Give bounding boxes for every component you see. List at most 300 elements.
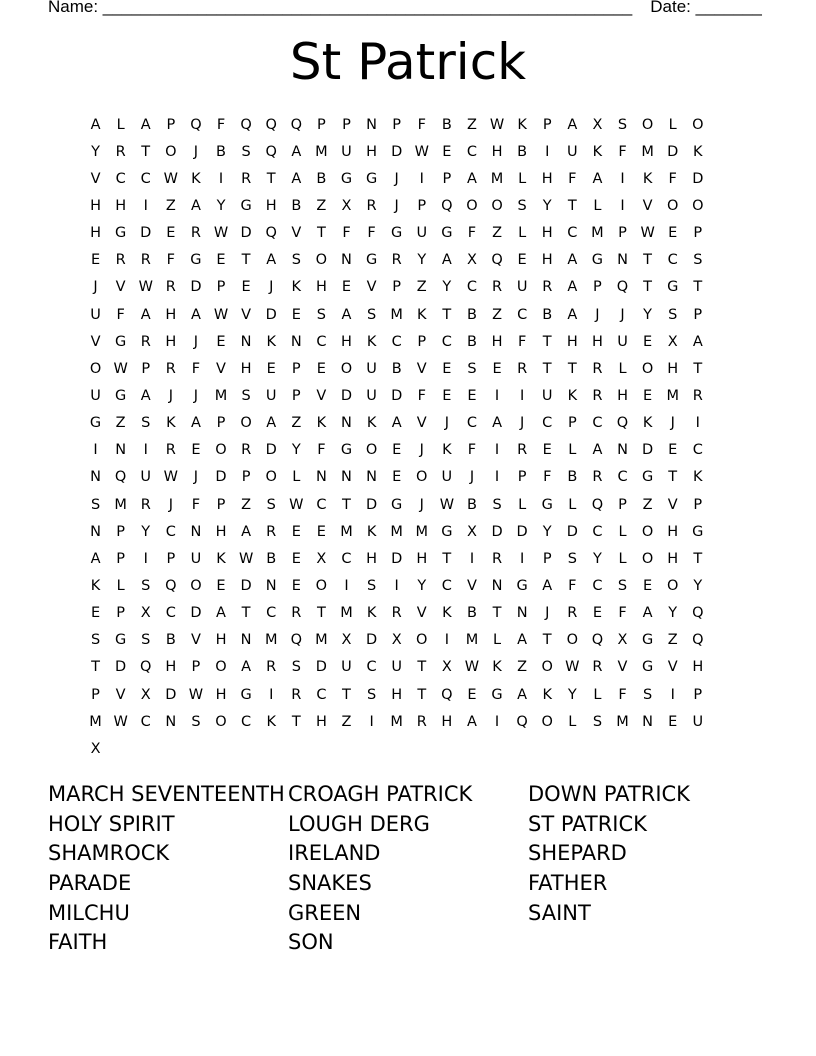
grid-letter: P — [392, 116, 402, 133]
grid-letter: T — [442, 306, 452, 323]
grid-letter: M — [340, 605, 353, 622]
grid-letter: H — [90, 197, 101, 214]
grid-letter: R — [592, 387, 603, 404]
word-bank-item: SAINT — [528, 900, 591, 925]
grid-letter: V — [216, 360, 226, 377]
grid-letter: E — [643, 387, 653, 404]
grid-letter: R — [692, 387, 703, 404]
grid-letter: H — [165, 659, 177, 676]
grid-letter: R — [140, 333, 151, 350]
grid-letter: E — [542, 442, 552, 459]
grid-letter: V — [90, 170, 101, 187]
grid-letter: C — [466, 415, 478, 432]
grid-letter: P — [291, 387, 301, 404]
grid-letter: A — [341, 306, 352, 323]
grid-letter: K — [216, 550, 226, 567]
word-bank-item: FATHER — [528, 871, 608, 896]
grid-letter: B — [542, 306, 553, 323]
grid-letter: C — [592, 415, 603, 432]
grid-letter: H — [667, 360, 679, 377]
grid-letter: Z — [316, 197, 327, 214]
grid-letter: V — [316, 387, 327, 404]
grid-letter: V — [667, 659, 678, 676]
grid-letter: P — [166, 116, 176, 133]
grid-letter: D — [642, 442, 654, 459]
grid-letter: C — [441, 333, 452, 350]
grid-letter: P — [693, 225, 703, 242]
grid-letter: F — [568, 170, 577, 187]
grid-letter: T — [266, 170, 276, 187]
grid-letter: V — [90, 333, 101, 350]
grid-letter: S — [291, 659, 301, 676]
grid-letter: E — [467, 686, 477, 703]
grid-letter: U — [567, 143, 578, 160]
grid-letter: W — [414, 143, 429, 160]
grid-letter: R — [291, 605, 302, 622]
grid-letter: G — [365, 252, 378, 269]
grid-letter: D — [391, 550, 403, 567]
grid-letter: F — [543, 469, 552, 486]
grid-letter: O — [666, 197, 679, 214]
grid-letter: I — [444, 632, 449, 649]
grid-letter: V — [115, 686, 126, 703]
grid-letter: C — [316, 686, 327, 703]
grid-letter: W — [464, 659, 480, 676]
grid-letter: J — [444, 415, 449, 432]
grid-letter: K — [567, 387, 578, 404]
grid-letter: R — [266, 659, 277, 676]
grid-letter: F — [191, 496, 201, 513]
grid-letter: C — [140, 170, 151, 187]
grid-letter: O — [365, 442, 378, 459]
grid-letter: H — [541, 225, 553, 242]
grid-letter: C — [165, 523, 176, 540]
grid-letter: N — [617, 442, 628, 459]
grid-letter: K — [592, 143, 603, 160]
grid-letter: K — [366, 523, 377, 540]
word-bank — [48, 780, 768, 958]
grid-letter: J — [93, 279, 98, 296]
grid-letter: K — [266, 333, 276, 350]
grid-letter: O — [491, 197, 503, 214]
grid-letter: P — [141, 360, 151, 377]
grid-letter: A — [266, 415, 277, 432]
grid-letter: Y — [91, 143, 100, 160]
grid-letter: J — [394, 197, 399, 214]
grid-letter: C — [617, 469, 628, 486]
grid-letter: U — [341, 143, 352, 160]
grid-letter: G — [541, 496, 553, 513]
grid-letter: S — [90, 496, 101, 513]
grid-letter: J — [419, 496, 424, 513]
grid-letter: E — [668, 442, 678, 459]
grid-letter: S — [141, 415, 151, 432]
grid-letter: I — [344, 577, 349, 594]
grid-letter: X — [466, 252, 477, 269]
grid-letter: J — [419, 442, 424, 459]
grid-letter: E — [191, 442, 201, 459]
grid-letter: O — [190, 577, 202, 594]
word-bank-item: FAITH — [48, 930, 108, 955]
grid-letter: B — [165, 632, 176, 649]
grid-letter: P — [317, 116, 326, 133]
grid-letter: C — [266, 605, 277, 622]
grid-letter: Y — [417, 577, 427, 594]
grid-letter: Q — [265, 225, 277, 242]
grid-letter: L — [618, 523, 627, 540]
grid-letter: R — [190, 225, 201, 242]
grid-letter: W — [113, 713, 128, 730]
grid-letter: T — [241, 252, 251, 269]
grid-letter: W — [188, 686, 204, 703]
grid-letter: K — [191, 170, 201, 187]
grid-letter: U — [90, 306, 101, 323]
grid-letter: I — [143, 442, 148, 459]
grid-letter: T — [141, 143, 151, 160]
grid-letter: C — [466, 279, 478, 296]
grid-letter: R — [115, 252, 126, 269]
grid-letter: H — [617, 387, 628, 404]
grid-letter: T — [342, 686, 351, 703]
grid-letter: T — [241, 605, 251, 622]
grid-letter: H — [591, 333, 603, 350]
grid-letter: P — [442, 170, 452, 187]
grid-letter: E — [517, 252, 527, 269]
word-bank-item: LOUGH DERG — [288, 811, 430, 836]
grid-letter: U — [391, 659, 402, 676]
grid-letter: G — [115, 387, 127, 404]
grid-letter: H — [692, 659, 704, 676]
grid-letter: K — [542, 686, 552, 703]
grid-letter: Z — [667, 632, 678, 649]
grid-letter: S — [643, 686, 653, 703]
grid-letter: D — [516, 523, 528, 540]
grid-letter: T — [643, 252, 653, 269]
grid-letter: F — [467, 225, 477, 242]
grid-letter: R — [592, 469, 603, 486]
grid-letter: U — [617, 333, 628, 350]
grid-letter: Y — [141, 523, 151, 540]
grid-letter: Z — [492, 306, 503, 323]
grid-letter: I — [494, 713, 500, 730]
grid-letter: I — [369, 713, 374, 730]
grid-letter: H — [491, 143, 503, 160]
grid-letter: A — [266, 252, 277, 269]
grid-letter: G — [340, 442, 353, 459]
grid-letter: D — [240, 225, 252, 242]
grid-letter: I — [494, 469, 500, 486]
grid-letter: G — [240, 686, 252, 703]
grid-letter: E — [291, 306, 301, 323]
grid-letter: J — [670, 415, 675, 432]
grid-letter: O — [215, 659, 227, 676]
grid-letter: A — [466, 170, 477, 187]
grid-letter: R — [165, 360, 176, 377]
grid-letter: N — [115, 442, 127, 459]
grid-letter: W — [489, 116, 505, 133]
grid-letter: W — [163, 469, 178, 486]
grid-letter: L — [618, 550, 627, 567]
grid-letter: Y — [216, 197, 226, 214]
grid-letter: P — [291, 360, 301, 377]
letter-grid — [83, 111, 710, 762]
word-bank-item: GREEN — [288, 900, 362, 925]
grid-letter: W — [213, 306, 229, 323]
grid-letter: A — [492, 415, 502, 432]
grid-letter: D — [140, 225, 152, 242]
grid-letter: E — [291, 550, 301, 567]
grid-letter: D — [265, 306, 277, 323]
grid-letter: T — [542, 360, 552, 377]
grid-letter: M — [666, 387, 679, 404]
grid-letter: E — [592, 605, 602, 622]
grid-letter: G — [340, 170, 353, 187]
grid-letter: I — [419, 170, 424, 187]
grid-letter: Z — [642, 496, 653, 513]
grid-letter: P — [91, 686, 100, 703]
grid-letter: T — [417, 659, 427, 676]
grid-letter: Q — [290, 116, 302, 133]
grid-letter: V — [416, 605, 427, 622]
grid-letter: D — [215, 469, 227, 486]
grid-letter: S — [366, 686, 377, 703]
grid-letter: F — [116, 306, 125, 323]
grid-letter: Z — [291, 415, 302, 432]
grid-letter: H — [366, 550, 378, 567]
grid-letter: H — [165, 306, 177, 323]
grid-letter: X — [341, 632, 352, 649]
grid-letter: Q — [441, 197, 453, 214]
grid-letter: S — [191, 713, 201, 730]
grid-letter: M — [390, 306, 403, 323]
grid-letter: H — [541, 170, 553, 187]
grid-letter: A — [140, 306, 151, 323]
word-bank-item: CROAGH PATRICK — [288, 782, 473, 806]
grid-letter: K — [366, 333, 377, 350]
grid-letter: A — [216, 605, 226, 622]
grid-letter: E — [216, 333, 226, 350]
grid-letter: O — [541, 659, 553, 676]
grid-letter: E — [341, 279, 352, 296]
grid-letter: R — [366, 197, 377, 214]
grid-letter: E — [291, 523, 301, 540]
word-bank-item: IRELAND — [288, 841, 381, 866]
grid-letter: N — [290, 333, 302, 350]
grid-letter: P — [542, 116, 552, 133]
grid-letter: O — [692, 197, 704, 214]
grid-letter: G — [391, 496, 403, 513]
grid-letter: E — [643, 577, 653, 594]
grid-letter: K — [642, 415, 653, 432]
grid-letter: E — [668, 225, 678, 242]
grid-letter: E — [241, 279, 251, 296]
grid-letter: I — [143, 197, 148, 214]
grid-letter: I — [520, 387, 525, 404]
grid-letter: Y — [668, 605, 678, 622]
grid-letter: T — [492, 605, 502, 622]
grid-letter: D — [265, 442, 277, 459]
grid-letter: S — [266, 496, 276, 513]
grid-letter: D — [240, 577, 252, 594]
grid-letter: N — [642, 713, 654, 730]
grid-letter: I — [269, 686, 274, 703]
grid-letter: R — [241, 170, 252, 187]
grid-letter: R — [140, 496, 151, 513]
header-line — [48, 0, 762, 17]
grid-letter: M — [616, 713, 629, 730]
grid-letter: C — [391, 333, 402, 350]
grid-letter: S — [617, 577, 628, 594]
grid-letter: Q — [591, 632, 604, 649]
grid-letter: N — [90, 469, 101, 486]
grid-letter: C — [567, 225, 578, 242]
grid-letter: J — [394, 170, 399, 187]
grid-letter: S — [567, 550, 577, 567]
grid-letter: Y — [442, 279, 452, 296]
grid-letter: G — [516, 577, 528, 594]
grid-letter: A — [140, 387, 151, 404]
grid-letter: U — [516, 279, 528, 296]
grid-letter: T — [91, 659, 100, 676]
grid-letter: J — [269, 279, 274, 296]
grid-letter: I — [93, 442, 98, 459]
grid-letter: I — [143, 550, 148, 567]
grid-letter: A — [391, 415, 402, 432]
grid-letter: C — [140, 713, 151, 730]
grid-letter: Z — [115, 415, 126, 432]
grid-letter: V — [642, 197, 653, 214]
grid-letter: Z — [241, 496, 252, 513]
grid-letter: O — [165, 143, 177, 160]
grid-letter: S — [241, 387, 251, 404]
grid-letter: R — [416, 713, 427, 730]
grid-letter: C — [466, 143, 478, 160]
grid-letter: R — [567, 605, 578, 622]
grid-letter: H — [667, 523, 679, 540]
grid-letter: N — [341, 469, 352, 486]
grid-letter: T — [316, 225, 326, 242]
grid-letter: P — [417, 197, 427, 214]
grid-letter: L — [116, 577, 125, 594]
grid-letter: E — [216, 577, 226, 594]
date-field-label: Date: _______ — [650, 0, 762, 16]
grid-letter: O — [240, 415, 252, 432]
grid-letter: G — [641, 469, 654, 486]
grid-letter: U — [140, 469, 152, 486]
grid-letter: Y — [693, 577, 703, 594]
grid-letter: Q — [140, 659, 152, 676]
grid-letter: R — [517, 360, 528, 377]
grid-letter: M — [315, 632, 328, 649]
grid-letter: A — [441, 252, 452, 269]
grid-letter: H — [441, 713, 453, 730]
grid-letter: S — [517, 197, 527, 214]
grid-letter: F — [668, 170, 677, 187]
grid-letter: O — [315, 252, 328, 269]
grid-letter: D — [340, 387, 353, 404]
grid-letter: F — [417, 116, 426, 133]
grid-letter: M — [465, 632, 479, 649]
grid-letter: H — [341, 333, 352, 350]
grid-letter: K — [366, 605, 377, 622]
grid-letter: K — [291, 279, 302, 296]
grid-letter: T — [693, 279, 703, 296]
grid-letter: N — [516, 605, 528, 622]
grid-letter: J — [595, 306, 600, 323]
grid-letter: Z — [492, 225, 503, 242]
grid-letter: R — [391, 605, 402, 622]
grid-letter: B — [466, 605, 477, 622]
grid-letter: Q — [616, 279, 629, 296]
grid-letter: B — [291, 197, 302, 214]
grid-letter: L — [116, 116, 125, 133]
grid-letter: C — [316, 333, 327, 350]
grid-letter: J — [469, 469, 475, 486]
grid-letter: A — [592, 170, 603, 187]
grid-letter: A — [291, 170, 302, 187]
grid-letter: A — [517, 686, 528, 703]
grid-letter: U — [366, 360, 377, 377]
grid-letter: D — [491, 523, 503, 540]
word-bank-item: MARCH SEVENTEENTH — [48, 782, 285, 806]
grid-letter: B — [441, 116, 452, 133]
grid-letter: X — [140, 605, 151, 622]
grid-letter: E — [492, 360, 502, 377]
grid-letter: A — [190, 415, 201, 432]
grid-letter: H — [215, 523, 227, 540]
grid-letter: Y — [542, 523, 552, 540]
grid-letter: R — [492, 279, 503, 296]
grid-letter: P — [241, 469, 251, 486]
grid-letter: V — [667, 496, 678, 513]
grid-letter: D — [190, 605, 202, 622]
grid-letter: M — [591, 225, 604, 242]
grid-letter: H — [391, 686, 403, 703]
grid-letter: P — [693, 686, 703, 703]
grid-letter: L — [668, 116, 677, 133]
grid-letter: L — [518, 170, 527, 187]
grid-letter: L — [568, 713, 577, 730]
grid-letter: N — [265, 577, 277, 594]
grid-letter: N — [491, 577, 503, 594]
grid-letter: P — [417, 333, 427, 350]
grid-letter: X — [466, 523, 477, 540]
grid-letter: G — [115, 632, 127, 649]
grid-letter: X — [391, 632, 402, 649]
grid-letter: A — [567, 252, 578, 269]
grid-letter: K — [517, 116, 527, 133]
grid-letter: K — [492, 659, 502, 676]
grid-letter: Q — [692, 605, 704, 622]
grid-letter: B — [216, 143, 226, 160]
grid-letter: Z — [517, 659, 528, 676]
grid-letter: P — [116, 550, 126, 567]
grid-letter: D — [391, 143, 403, 160]
page-title: St Patrick — [289, 33, 527, 91]
grid-letter: S — [141, 577, 151, 594]
grid-letter: G — [667, 279, 679, 296]
grid-letter: I — [520, 550, 525, 567]
grid-letter: H — [416, 550, 428, 567]
grid-letter: O — [641, 360, 654, 377]
grid-letter: S — [90, 632, 101, 649]
grid-letter: R — [266, 523, 277, 540]
grid-letter: P — [567, 415, 577, 432]
grid-letter: X — [90, 740, 101, 757]
word-bank-item: ST PATRICK — [528, 811, 647, 836]
grid-letter: K — [366, 415, 377, 432]
grid-letter: J — [193, 387, 199, 404]
